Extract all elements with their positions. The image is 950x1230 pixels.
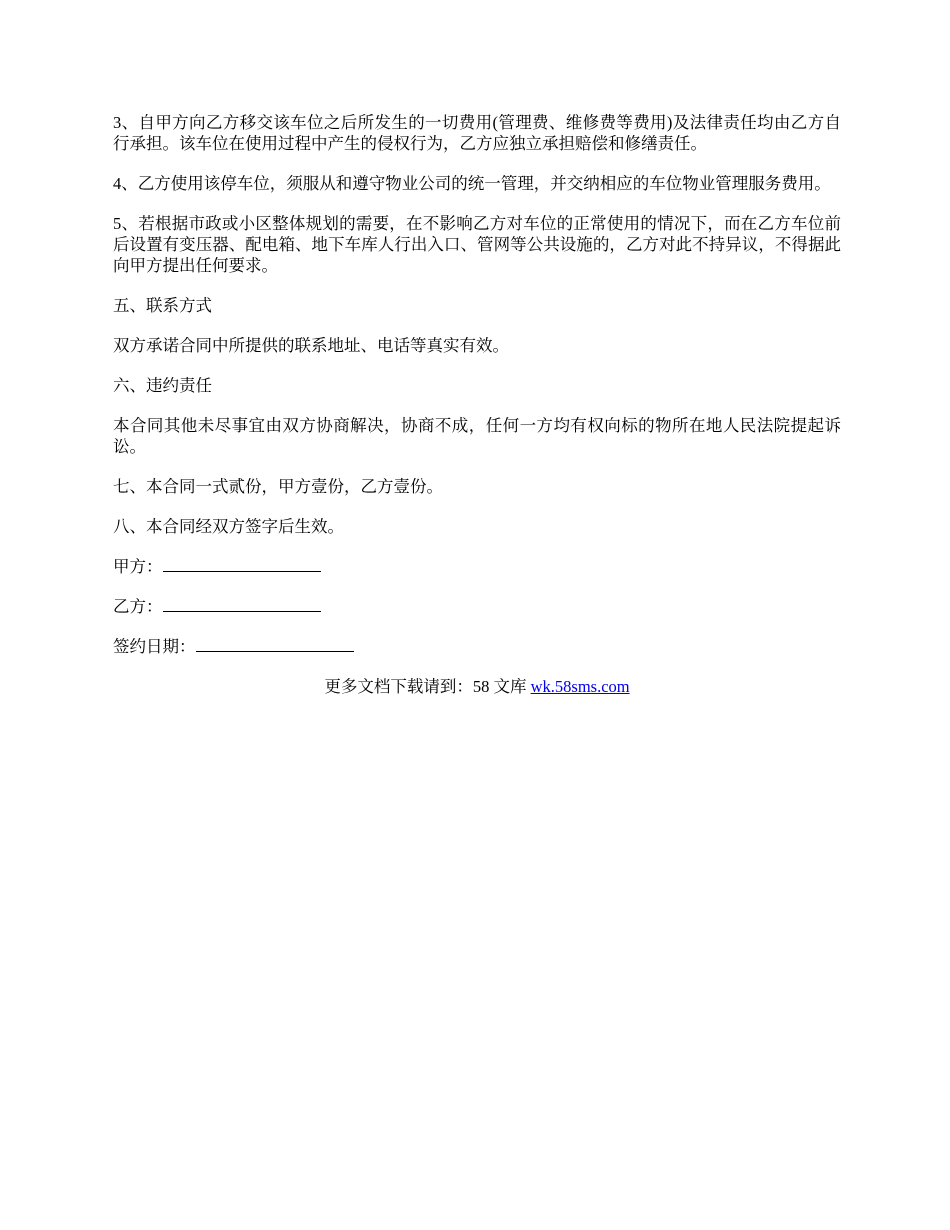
footer-link[interactable]: wk.58sms.com	[530, 677, 630, 696]
sign-date	[113, 636, 841, 657]
footer-text: 更多文档下载请到：58 文库	[324, 677, 531, 696]
footer	[113, 676, 841, 697]
clause-5: 5、若根据市政或小区整体规划的需要，在不影响乙方对车位的正常使用的情况下，而在乙方车位前后设置有变压器、配电箱、地下车库人行出入口、管网等公共设施的，乙方对此不持异议，不得据此向甲方提出任何要求。	[113, 214, 841, 275]
sign-date-label: 签约日期：	[113, 637, 196, 656]
clause-3: 3、自甲方向乙方移交该车位之后所发生的一切费用(管理费、维修费等费用)及法律责任均由乙方自行承担。该车位在使用过程中产生的侵权行为，乙方应独立承担赔偿和修缮责任。	[113, 113, 841, 153]
section-6-title: 六、违约责任	[113, 376, 212, 395]
party-b-label: 乙方：	[113, 597, 163, 616]
clause-4: 4、乙方使用该停车位，须服从和遵守物业公司的统一管理，并交纳相应的车位物业管理服务费用。	[113, 174, 831, 193]
section-7: 七、本合同一式贰份，甲方壹份，乙方壹份。	[113, 477, 443, 496]
party-a-signature	[113, 556, 841, 577]
section-8: 八、本合同经双方签字后生效。	[113, 517, 344, 536]
party-b-signature	[113, 596, 841, 617]
section-5-body: 双方承诺合同中所提供的联系地址、电话等真实有效。	[113, 336, 509, 355]
party-a-signature-line	[163, 557, 321, 572]
party-b-signature-line	[163, 597, 321, 612]
document-page	[113, 112, 841, 714]
party-a-label: 甲方：	[113, 557, 163, 576]
section-5-title: 五、联系方式	[113, 296, 212, 315]
sign-date-line	[196, 637, 354, 652]
section-6-body: 本合同其他未尽事宜由双方协商解决，协商不成，任何一方均有权向标的物所在地人民法院提起诉讼。	[113, 416, 841, 456]
